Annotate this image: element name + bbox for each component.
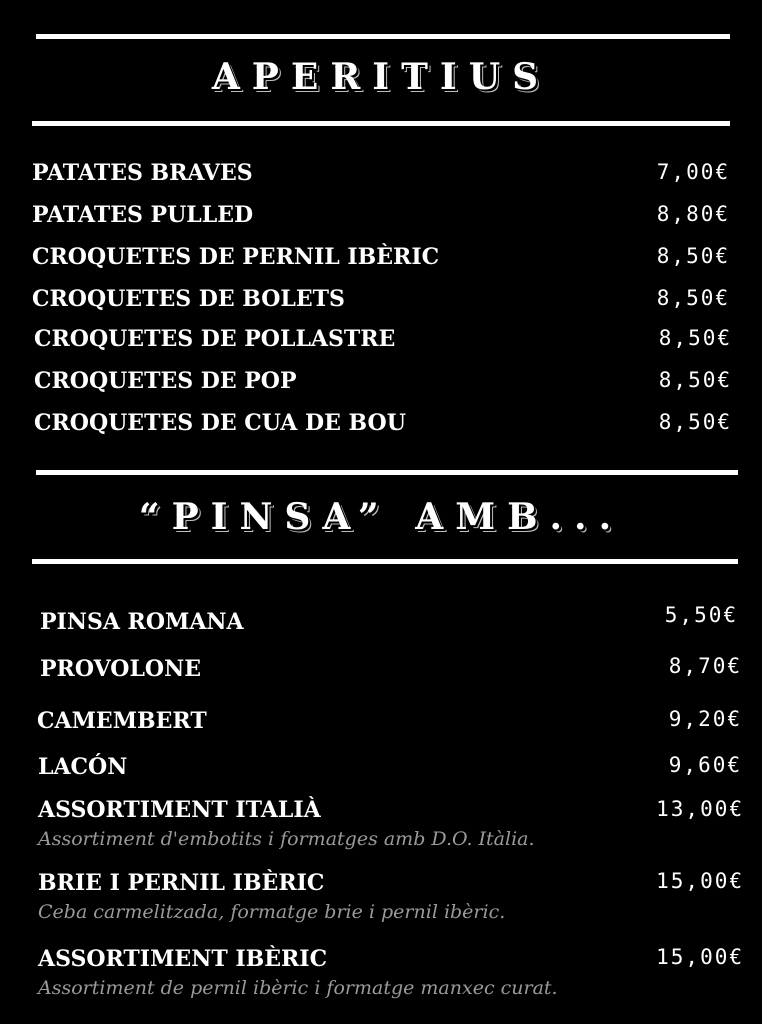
menu-item-name: PATATES PULLED: [32, 202, 254, 228]
top-divider: [36, 34, 730, 39]
menu-item-price: 8,50€: [658, 326, 732, 350]
menu-item-price: 8,50€: [656, 244, 730, 268]
menu-item-description: Ceba carmelitzada, formatge brie i pernil ibèric.: [38, 901, 506, 923]
menu-item-price: 5,50€: [664, 603, 738, 627]
menu-item-price: 9,60€: [668, 753, 742, 777]
menu-item-price: 8,50€: [658, 410, 732, 434]
menu-item-price: 13,00€: [656, 797, 744, 821]
pinsa-divider: [32, 559, 738, 564]
menu-item-price: 15,00€: [656, 945, 744, 969]
menu-item-price: 8,80€: [656, 202, 730, 226]
menu-item-name: CAMEMBERT: [37, 708, 207, 734]
menu-item-price: 8,70€: [668, 654, 742, 678]
menu-item-name: PINSA ROMANA: [40, 609, 244, 635]
menu-item-name: PATATES BRAVES: [32, 160, 253, 186]
menu-item-description: Assortiment de pernil ibèric i formatge manxec curat.: [38, 977, 558, 999]
menu-item-name: CROQUETES DE POP: [34, 368, 297, 394]
menu-item-name: ASSORTIMENT IBÈRIC: [38, 946, 328, 972]
menu-item-name: CROQUETES DE CUA DE BOU: [34, 410, 406, 436]
pinsa-top-divider: [36, 470, 738, 475]
section-title-aperitius: APERITIUS: [211, 56, 551, 98]
menu-item-name: PROVOLONE: [40, 656, 201, 682]
menu-item-name: CROQUETES DE POLLASTRE: [34, 326, 396, 352]
menu-item-description: Assortiment d'embotits i formatges amb D.O. Itàlia.: [38, 828, 535, 850]
menu-item-name: BRIE I PERNIL IBÈRIC: [38, 870, 325, 896]
aperitius-divider: [32, 121, 730, 126]
menu-item-name: CROQUETES DE PERNIL IBÈRIC: [32, 244, 440, 270]
menu-item-price: 7,00€: [656, 160, 730, 184]
menu-item-name: CROQUETES DE BOLETS: [32, 286, 345, 312]
section-title-pinsa: “PINSA” AMB...: [138, 496, 624, 538]
menu-item-price: 9,20€: [668, 707, 742, 731]
menu-item-name: ASSORTIMENT ITALIÀ: [38, 797, 321, 823]
menu-item-name: LACÓN: [38, 754, 128, 780]
menu-item-price: 8,50€: [656, 286, 730, 310]
menu-item-price: 8,50€: [658, 368, 732, 392]
menu-item-price: 15,00€: [656, 869, 744, 893]
